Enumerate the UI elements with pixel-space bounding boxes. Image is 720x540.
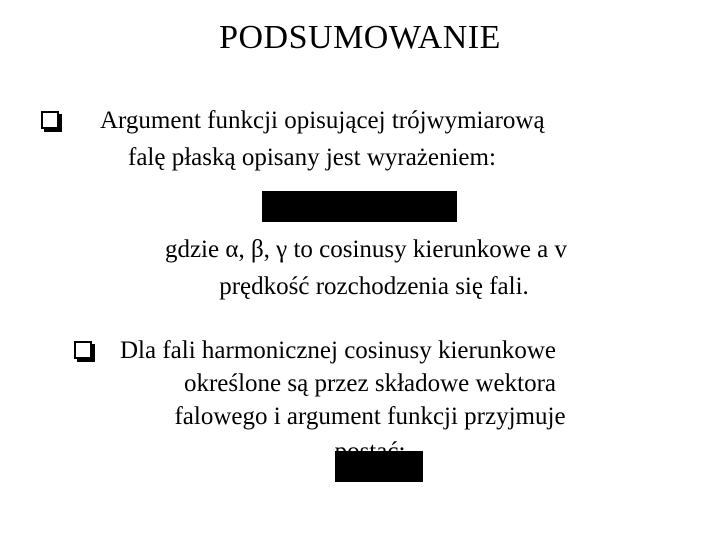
square-bullet-icon — [74, 341, 92, 359]
bullet1-line1: Argument funkcji opisującej trójwymiarową — [100, 107, 545, 134]
bullet2-line3: falowego i argument funkcji przyjmuje — [174, 403, 566, 430]
bullet2-line1: Dla fali harmonicznej cosinusy kierunkowe — [120, 337, 556, 364]
explanation-line1: gdzie α, β, γ to cosinusy kierunkowe a v — [164, 236, 568, 263]
explanation-line2: prędkość rozchodzenia się fali. — [219, 273, 529, 300]
formula-image — [262, 191, 457, 222]
formula-image — [335, 451, 423, 482]
bullet2-line2: określone są przez składowe wektora — [183, 370, 557, 397]
bullet1-line2: falę płaską opisany jest wyrażeniem: — [128, 144, 496, 171]
slide-title: PODSUMOWANIE — [219, 19, 501, 56]
square-bullet-icon — [41, 111, 59, 129]
